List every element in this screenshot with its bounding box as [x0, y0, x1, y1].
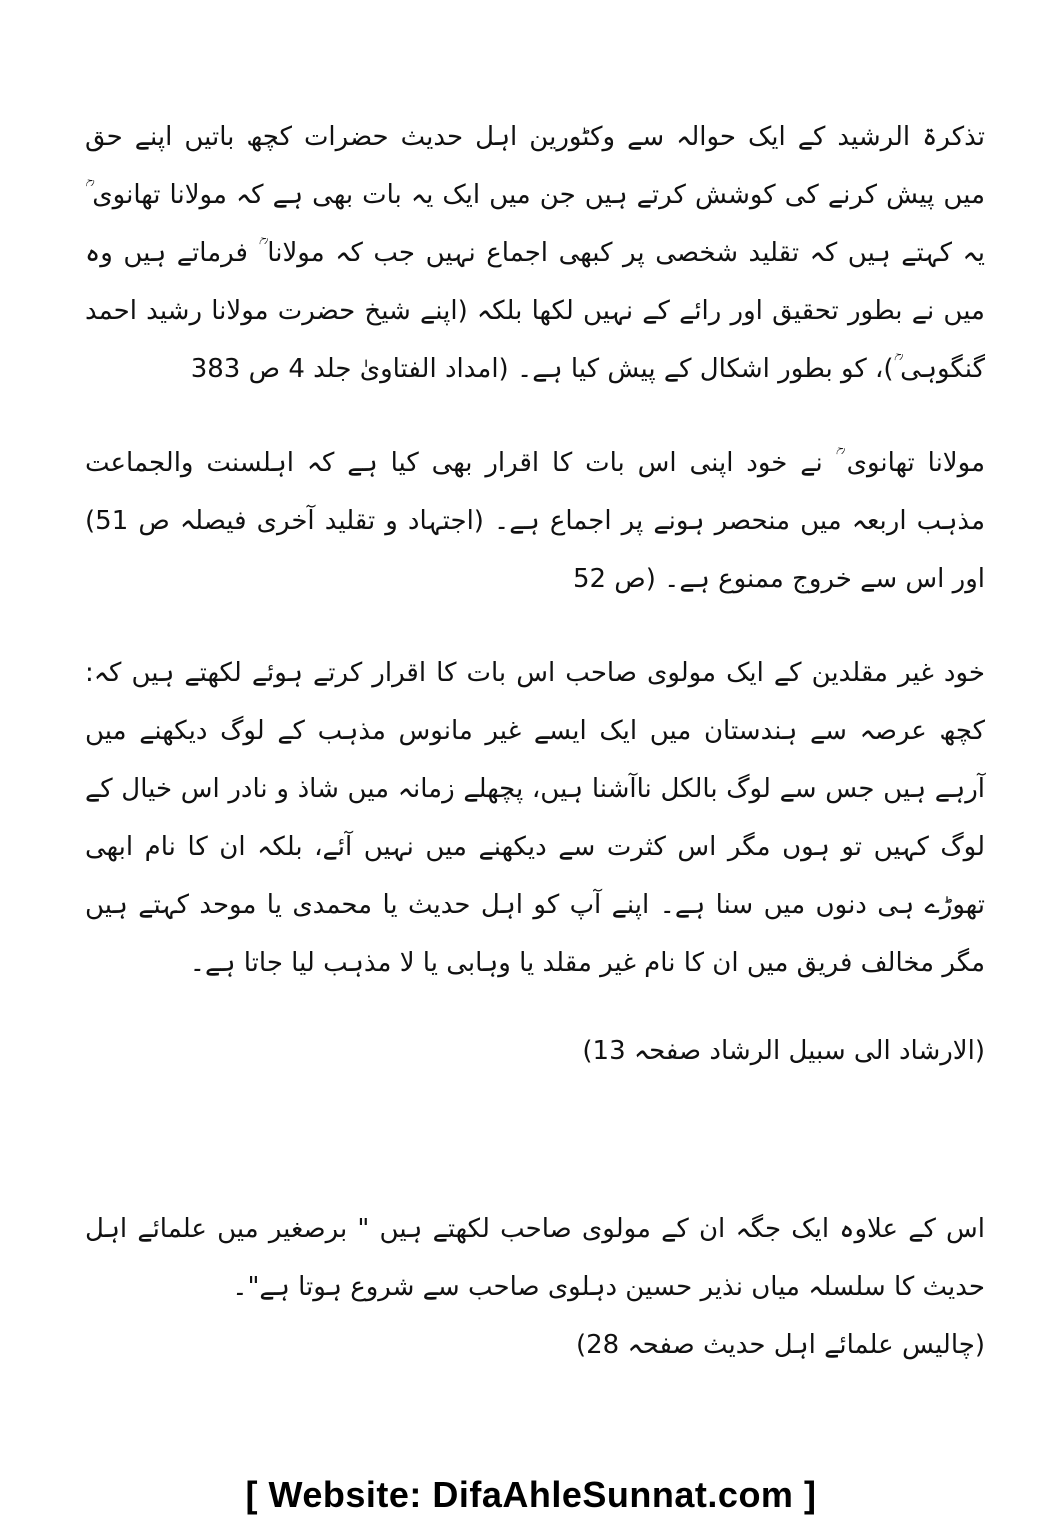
- document-body: [85, 108, 985, 1374]
- paragraph-thanvi-ijma: مولانا تھانوی ؒ نے خود اپنی اس بات کا اقرار بھی کیا ہے کہ اہلسنت والجماعت مذہب اربعہ میں منحصر ہونے پر اجماع ہے۔ (اجتہاد و تقلید آخری فیصلہ ص 51) اور اس سے خروج ممنوع ہے۔ (ص 52: [85, 448, 986, 594]
- website-footer: [ Website: DifaAhleSunnat.com ]: [245, 1474, 817, 1515]
- paragraph-tazkiratur-rasheed: تذکرۃ الرشید کے ایک حوالہ سے وکٹورین اہل حدیث حضرات کچھ باتیں اپنے حق میں پیش کرنے کی کوشش کرتے ہیں جن میں ایک یہ بات بھی ہے کہ مولانا تھانوی ؒ یہ کہتے ہیں کہ تقلید شخصی پر کبھی اجماع نہیں جب کہ مولانا ؒ فرماتے ہیں وہ میں نے بطور تحقیق اور رائے کے نہیں لکھا بلکہ (اپنے شیخ حضرت مولانا رشید احمد گنگوہی ؒ)، کو بطور اشکال کے پیش کیا ہے۔ (امداد الفتاویٰ جلد 4 ص 383: [85, 122, 985, 384]
- reference-al-irshad: (الارشاد الی سبیل الرشاد صفحہ 13): [582, 1036, 985, 1066]
- paragraph-nazeer-hussain: اس کے علاوہ ایک جگہ ان کے مولوی صاحب لکھتے ہیں " برصغیر میں علمائے اہل حدیث کا سلسلہ میاں نذیر حسین دہلوی صاحب سے شروع ہوتا ہے"۔: [85, 1214, 985, 1302]
- spacer: [85, 1080, 985, 1200]
- paragraph-ghair-muqallid-quote: خود غیر مقلدین کے ایک مولوی صاحب اس بات کا اقرار کرتے ہوئے لکھتے ہیں کہ: کچھ عرصہ سے ہندستان میں ایک ایسے غیر مانوس مذہب کے لوگ دیکھنے میں آرہے ہیں جس سے لوگ بالکل ناآشنا ہیں، پچھلے زمانہ میں شاذ و نادر اس خیال کے لوگ کہیں تو ہوں مگر اس کثرت سے دیکھنے میں نہیں آئے، بلکہ ان کا نام ابھی تھوڑے ہی دنوں میں سنا ہے۔ اپنے آپ کو اہل حدیث یا محمدی یا موحد کہتے ہیں مگر مخالف فریق میں ان کا نام غیر مقلد یا وہابی یا لا مذہب لیا جاتا ہے۔: [85, 658, 985, 978]
- reference-chalees-ulama: (چالیس علمائے اہل حدیث صفحہ 28): [575, 1330, 985, 1360]
